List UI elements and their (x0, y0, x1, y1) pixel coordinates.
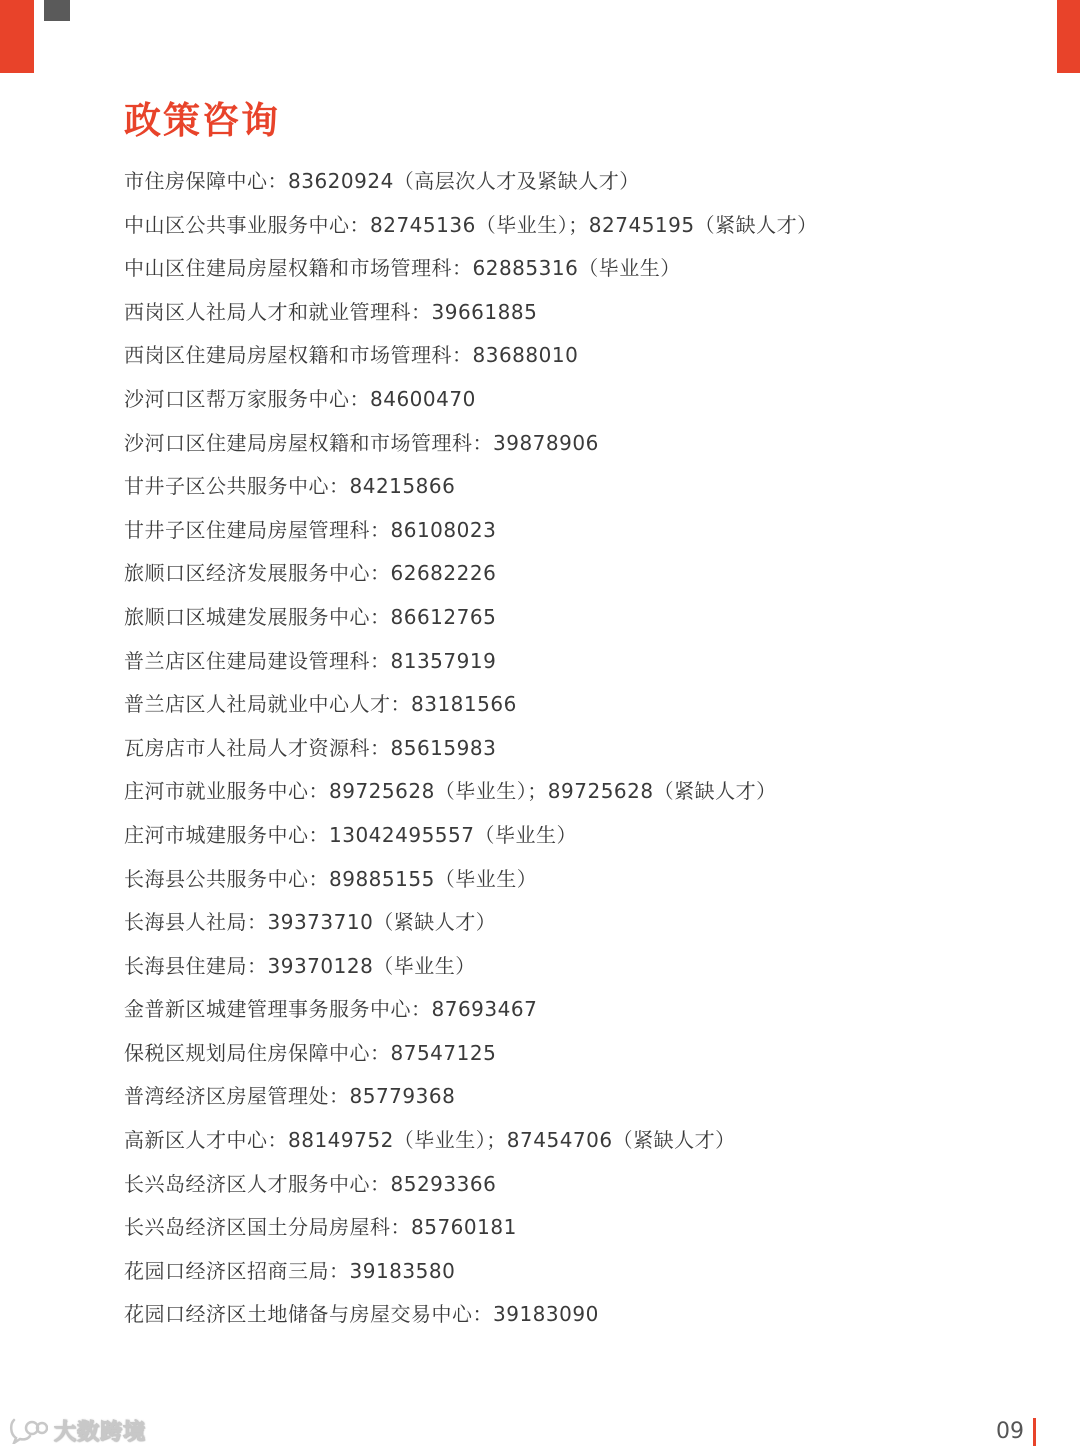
contact-item: 甘井子区公共服务中心：84215866 (124, 474, 456, 499)
contact-item: 中山区住建局房屋权籍和市场管理科：62885316（毕业生） (124, 256, 681, 281)
contact-item: 瓦房店市人社局人才资源科：85615983 (124, 735, 497, 760)
contact-item: 西岗区住建局房屋权籍和市场管理科：83688010 (124, 343, 579, 368)
watermark (8, 1414, 146, 1446)
contact-item: 普湾经济区房屋管理处：85779368 (124, 1084, 456, 1109)
contact-item: 普兰店区住建局建设管理科：81357919 (124, 648, 497, 673)
contact-item: 旅顺口区经济发展服务中心：62682226 (124, 561, 497, 586)
contact-item: 花园口经济区土地储备与房屋交易中心：39183090 (124, 1302, 599, 1327)
contact-item: 中山区公共事业服务中心：82745136（毕业生）；82745195（紧缺人才） (124, 212, 818, 237)
contact-item: 高新区人才中心：88149752（毕业生）；87454706（紧缺人才） (124, 1128, 736, 1153)
contact-item: 市住房保障中心：83620924（高层次人才及紧缺人才） (124, 169, 640, 193)
page-number-divider (1033, 1418, 1036, 1446)
contact-item: 西岗区人社局人才和就业管理科：39661885 (124, 299, 538, 324)
contact-item: 花园口经济区招商三局：39183580 (124, 1258, 456, 1283)
page-title: 政策咨询 (124, 99, 280, 142)
corner-accent-bar-right (1057, 0, 1080, 73)
contact-item: 长海县住建局：39370128（毕业生） (124, 953, 476, 978)
contact-item: 金普新区城建管理事务服务中心：87693467 (124, 997, 538, 1022)
page-number: 09 (996, 1419, 1024, 1444)
contact-item: 庄河市城建服务中心：13042495557（毕业生） (124, 822, 577, 847)
contact-item: 沙河口区帮万家服务中心：84600470 (124, 386, 476, 411)
contact-item: 长海县公共服务中心：89885155（毕业生） (124, 866, 538, 891)
contact-item: 保税区规划局住房保障中心：87547125 (124, 1040, 497, 1065)
corner-square-decor (44, 0, 70, 21)
contact-item: 甘井子区住建局房屋管理科：86108023 (124, 517, 497, 542)
contact-item: 长兴岛经济区人才服务中心：85293366 (124, 1171, 497, 1196)
watermark-text: 大数跨境 (54, 1419, 147, 1445)
contact-item: 普兰店区人社局就业中心人才：83181566 (124, 692, 517, 717)
contact-list (124, 160, 818, 1337)
contact-item: 沙河口区住建局房屋权籍和市场管理科：39878906 (124, 430, 599, 455)
contact-item: 长兴岛经济区国土分局房屋科：85760181 (124, 1215, 517, 1240)
contact-item: 庄河市就业服务中心：89725628（毕业生）；89725628（紧缺人才） (124, 779, 777, 804)
contact-item: 长海县人社局：39373710（紧缺人才） (124, 910, 497, 935)
corner-accent-bar-left (0, 0, 34, 73)
speech-bubble-logo-icon (8, 1416, 48, 1444)
contact-item: 旅顺口区城建发展服务中心：86612765 (124, 604, 497, 629)
